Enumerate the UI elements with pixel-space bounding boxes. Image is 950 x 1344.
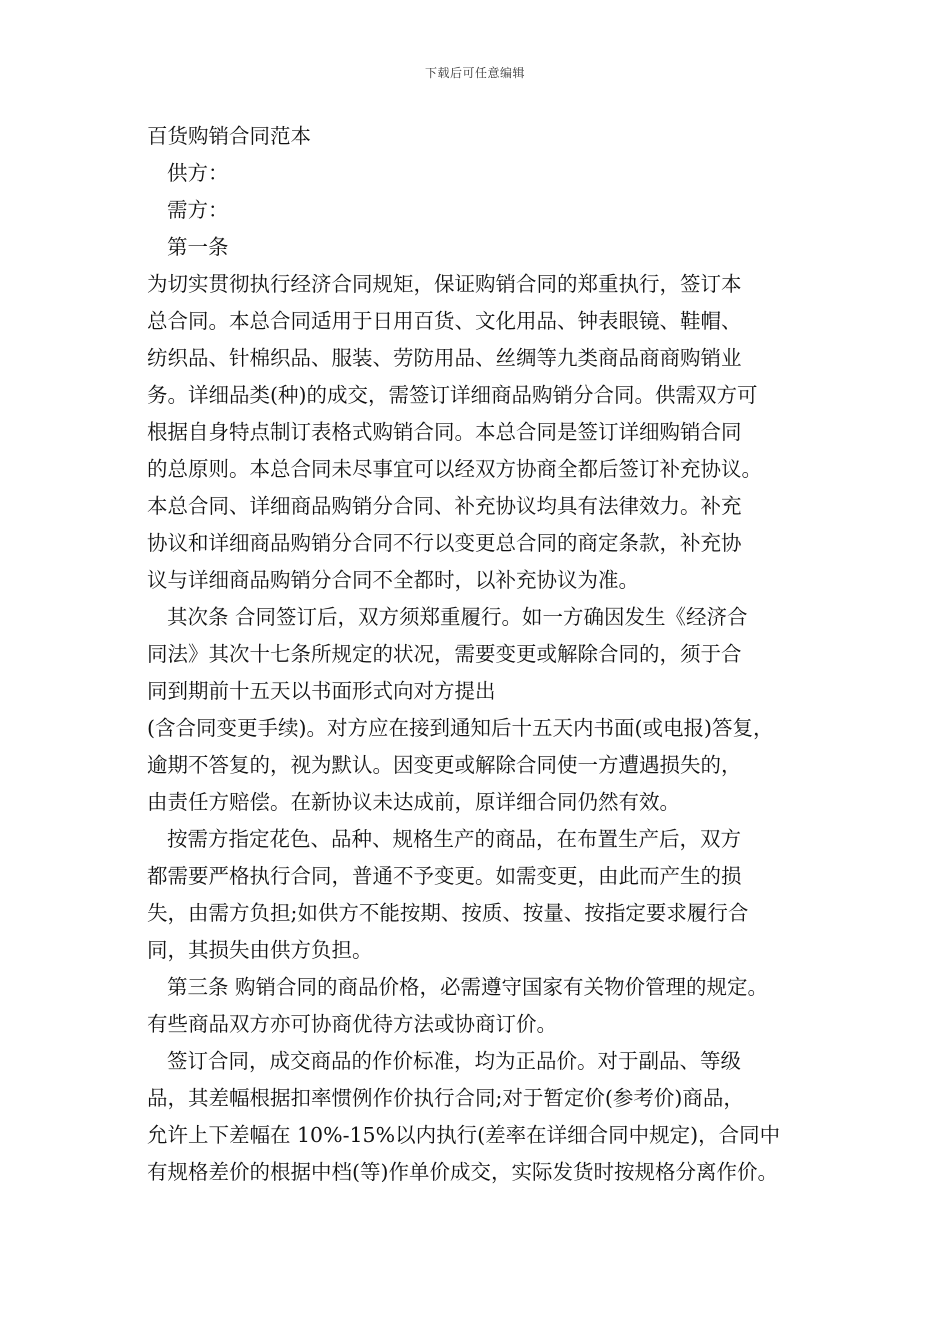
text-line: 议与详细商品购销分合同不全都时，以补充协议为准。 (147, 568, 639, 592)
text-line: 同到期前十五天以书面形式向对方提出 (147, 679, 496, 703)
text-line: 的总原则。本总合同未尽事宜可以经双方协商全都后签订补充协议。 (147, 457, 762, 481)
text-line: 第三条 购销合同的商品价格，必需遵守国家有关物价管理的规定。 (167, 975, 769, 999)
text-line: 需方： (167, 198, 229, 222)
text-line: 第一条 (167, 235, 229, 259)
text-line: 本总合同、详细商品购销分合同、补充协议均具有法律效力。补充 (147, 494, 742, 518)
text-line: 品，其差幅根据扣率惯例作价执行合同;对于暂定价(参考价)商品， (147, 1086, 744, 1110)
document-title: 百货购销合同范本 (147, 124, 311, 148)
text-line: 同，其损失由供方负担。 (147, 938, 373, 962)
text-line: 由责任方赔偿。在新协议未达成前，原详细合同仍然有效。 (147, 790, 680, 814)
text-line: 总合同。本总合同适用于日用百货、文化用品、钟表眼镜、鞋帽、 (147, 309, 742, 333)
text-line: (含合同变更手续)。对方应在接到通知后十五天内书面(或电报)答复， (147, 716, 774, 740)
text-line: 纺织品、针棉织品、服装、劳防用品、丝绸等九类商品商商购销业 (147, 346, 742, 370)
text-line: 有规格差价的根据中档(等)作单价成交，实际发货时按规格分离作价。 (147, 1160, 778, 1184)
text-line: 都需要严格执行合同，普通不予变更。如需变更，由此而产生的损 (147, 864, 742, 888)
text-line: 有些商品双方亦可协商优待方法或协商订价。 (147, 1012, 557, 1036)
text-line: 允许上下差幅在 10%-15%以内执行(差率在详细合同中规定)，合同中 (147, 1123, 781, 1147)
text-line: 按需方指定花色、品种、规格生产的商品，在布置生产后，双方 (167, 827, 741, 851)
text-line: 根据自身特点制订表格式购销合同。本总合同是签订详细购销合同 (147, 420, 742, 444)
text-line: 逾期不答复的，视为默认。因变更或解除合同使一方遭遇损失的， (147, 753, 742, 777)
text-line: 协议和详细商品购销分合同不行以变更总合同的商定条款，补充协 (147, 531, 742, 555)
text-line: 供方： (167, 161, 229, 185)
text-line: 签订合同，成交商品的作价标准，均为正品价。对于副品、等级 (167, 1049, 741, 1073)
header-note: 下载后可任意编辑 (424, 66, 525, 80)
document-body (147, 118, 827, 1191)
text-line: 同法》其次十七条所规定的状况，需要变更或解除合同的，须于合 (147, 642, 742, 666)
text-line: 为切实贯彻执行经济合同规矩，保证购销合同的郑重执行，签订本 (147, 272, 742, 296)
text-line: 其次条 合同签订后，双方须郑重履行。如一方确因发生《经济合 (167, 605, 748, 629)
text-line: 务。详细品类(种)的成交，需签订详细商品购销分合同。供需双方可 (147, 383, 758, 407)
text-line: 失，由需方负担;如供方不能按期、按质、按量、按指定要求履行合 (147, 901, 749, 925)
